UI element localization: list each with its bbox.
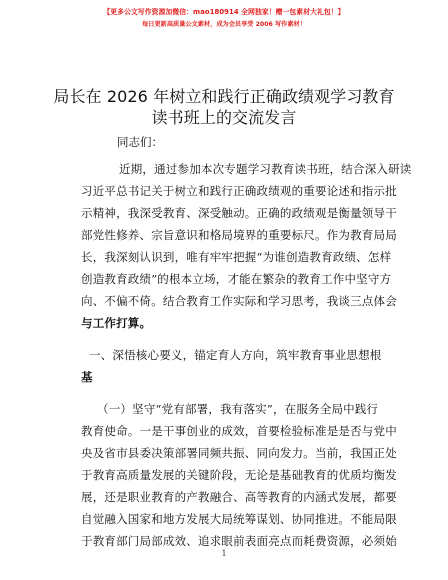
paragraph-line: 于教育部门局部成效、追求眼前表面亮点而耗费资源，必须始: [81, 534, 397, 548]
promo-banner-line-2: 每日更新高质量公文素材，成为会员享受 2006 写作素材！: [142, 21, 306, 28]
paragraph-line: 于教育高质量发展的关键阶段，无论是基础教育的优质均衡发: [81, 468, 397, 482]
paragraph-line: 展，还是职业教育的产教融合、高等教育的内涵式发展，都要: [81, 490, 397, 504]
section-heading-line-end: 基: [81, 370, 93, 384]
document-title-line-1: 局长在 2026 年树立和践行正确政绩观学习教育: [53, 87, 395, 106]
paragraph-line: 自觉融入国家和地方发展大局统筹谋划、协同推进。不能局限: [81, 512, 397, 526]
paragraph-line: 示精神，我深受教育、深受触动。正确的政绩观是衡量领导干: [81, 206, 397, 220]
paragraph-line: 向、不偏不倚。结合教育工作实际和学习思考，我谈三点体会: [81, 294, 397, 308]
paragraph-line: 创造教育政绩”的根本立场，才能在繁杂的教育工作中坚守方: [81, 272, 392, 286]
salutation: 同志们：: [117, 135, 163, 149]
subsection-line: （一）坚守“党有部署，我有落实”，在服务全局中践行: [97, 402, 379, 416]
section-heading-line: 一、深悟核心要义，锚定育人方向，筑牢教育事业思想根: [89, 348, 382, 362]
paragraph-line: 长，我深刻认识到，唯有牢牢把握“为谁创造教育政绩、怎样: [81, 250, 392, 264]
paragraph-line-emphasis: 与工作打算。: [81, 316, 152, 330]
paragraph-line: 近期，通过参加本次专题学习教育读书班，结合深入研读: [119, 162, 412, 176]
promo-banner-line-1: 【更多公文写作资源加微信：mao180914 全网独家！赠一包素材大礼包！】: [103, 8, 345, 16]
paragraph-line: 部党性修养、宗旨意识和格局境界的重要标尺。作为教育局局: [81, 228, 397, 242]
page-number: 1: [221, 549, 227, 558]
paragraph-line: 央及省市县委决策部署同频共振、同向发力。当前，我国正处: [81, 446, 397, 460]
paragraph-line: 教育使命。一是干事创业的成效，首要检验标准是是否与党中: [81, 424, 397, 438]
document-title-line-2: 读书班上的交流发言: [151, 108, 297, 127]
document-title: [0, 86, 448, 128]
paragraph-line: 习近平总书记关于树立和践行正确政绩观的重要论述和指示批: [81, 184, 397, 198]
